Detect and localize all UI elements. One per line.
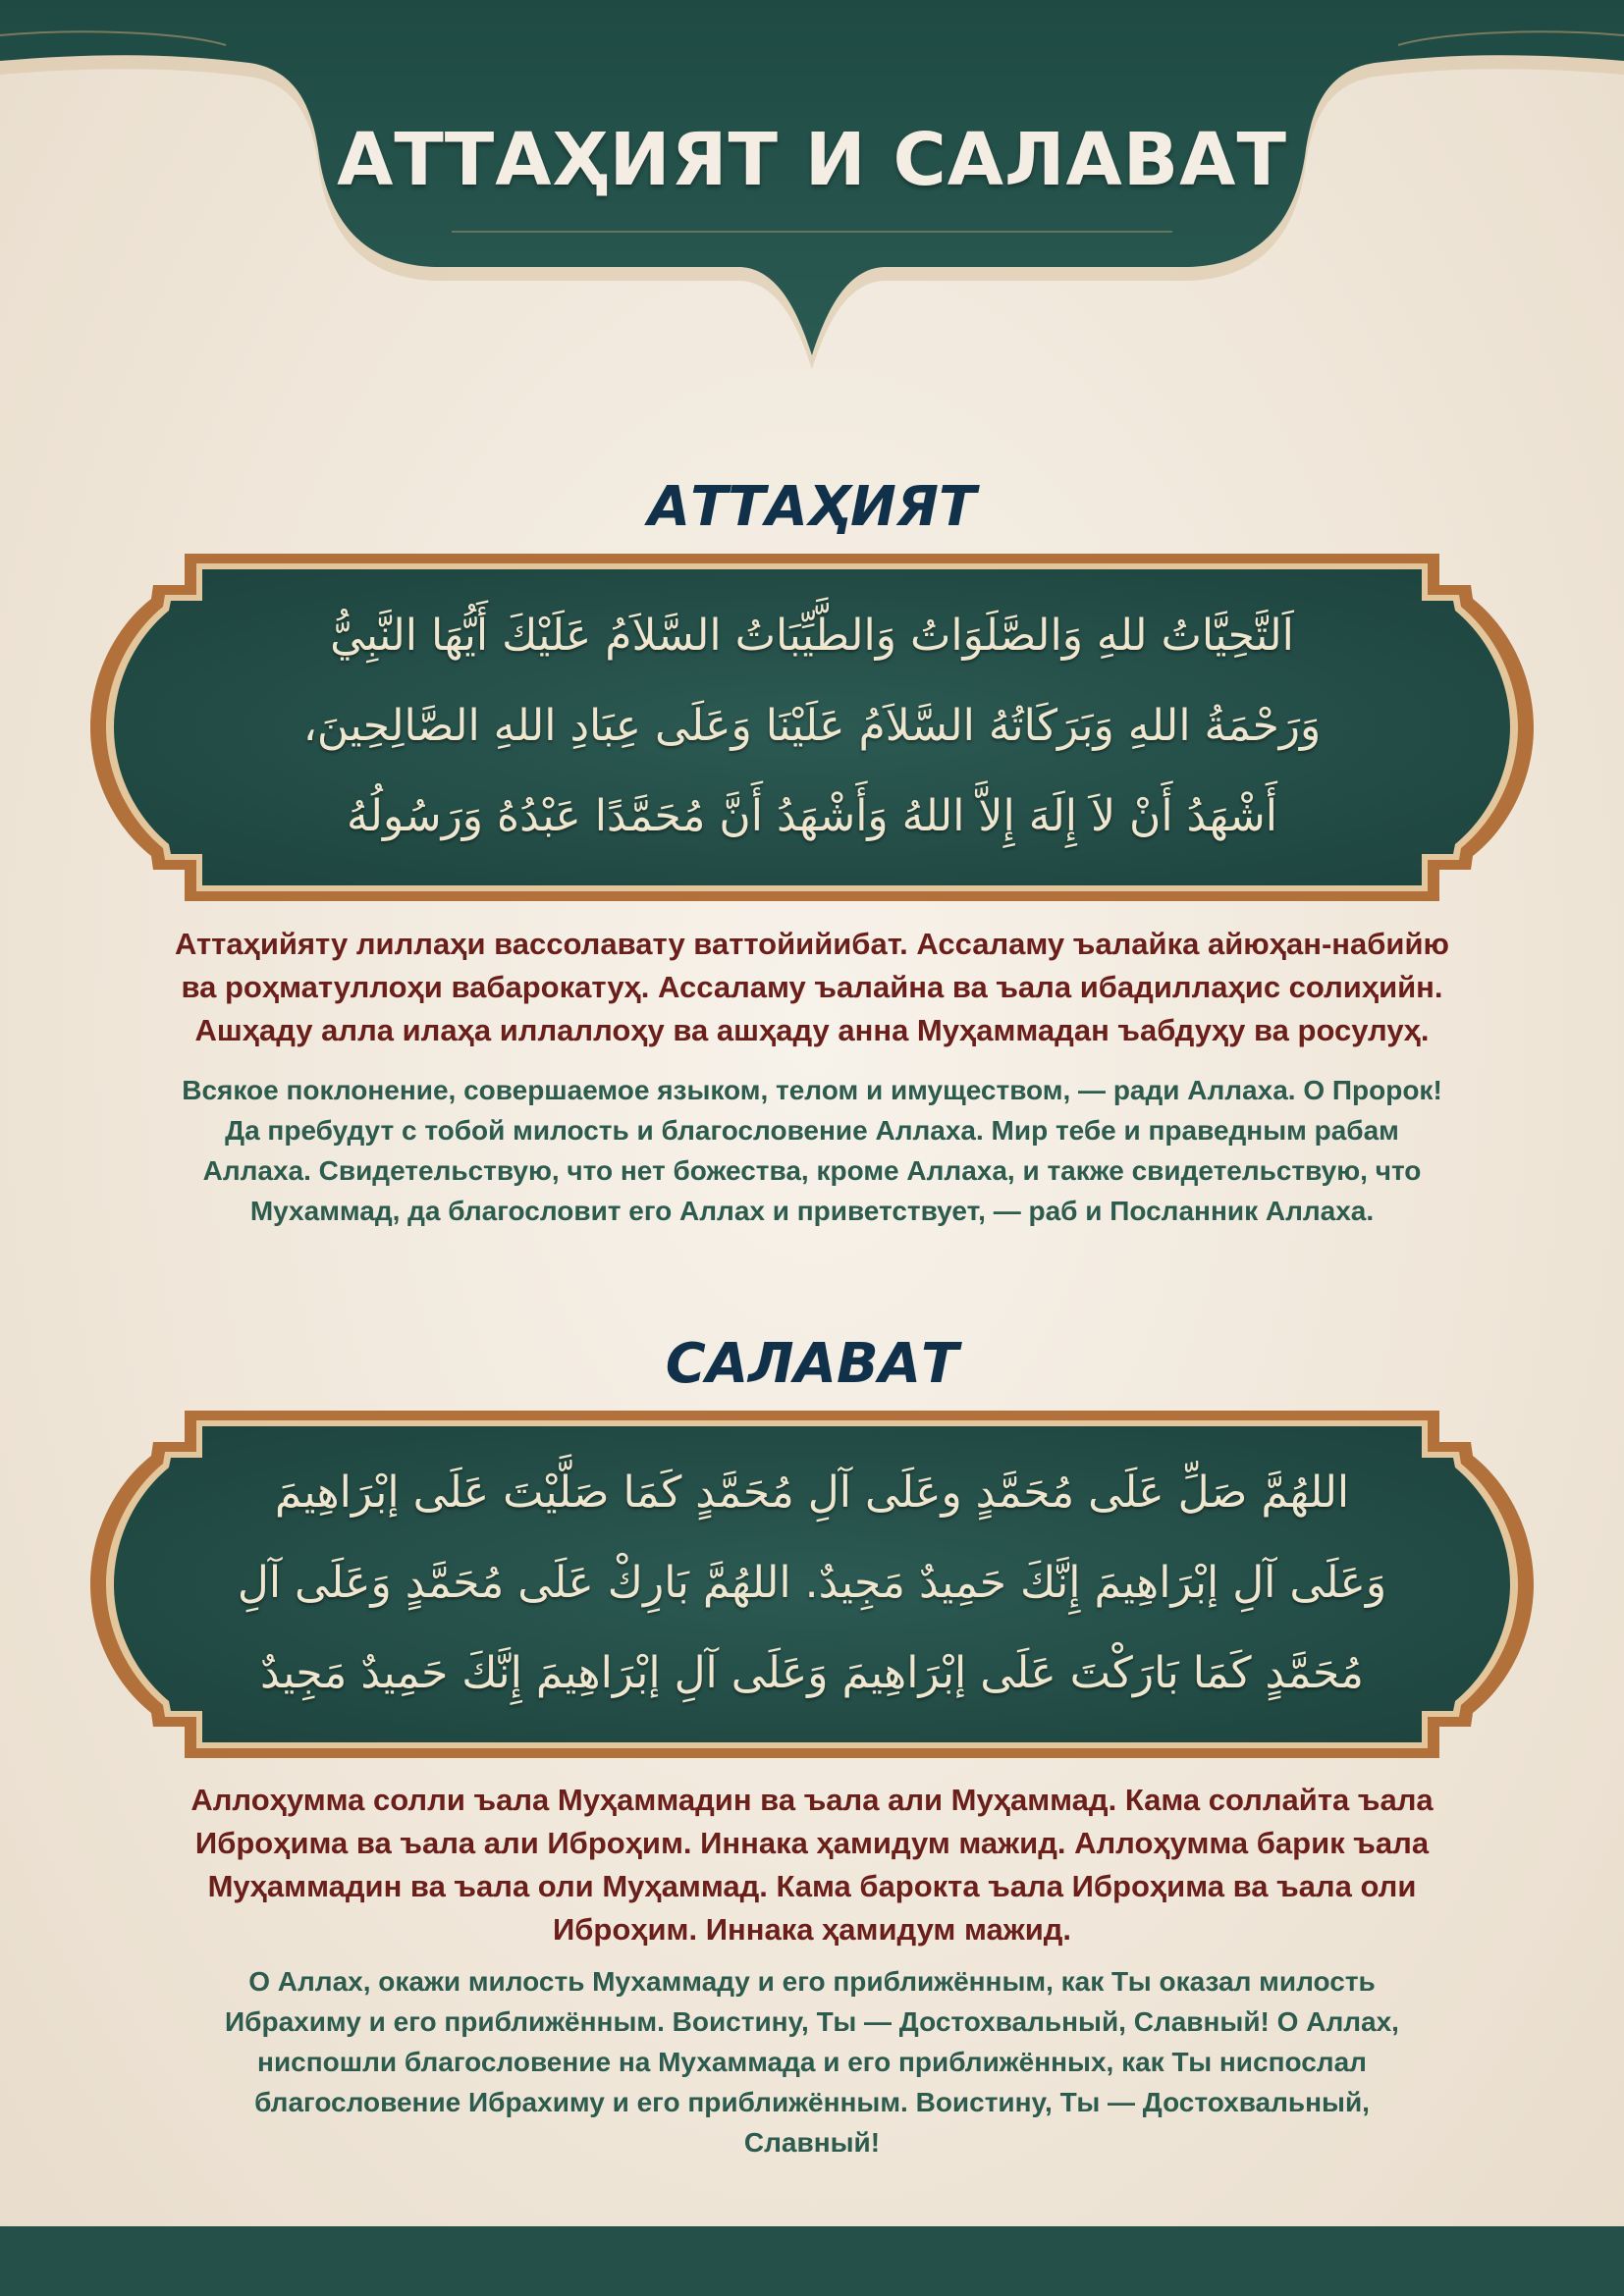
- translit-line: Иброҳим. Иннака ҳамидум мажид.: [552, 1912, 1072, 1947]
- salavat-heading: САЛАВАТ: [665, 1332, 959, 1396]
- translation-line: Всякое поклонение, совершаемое языком, телом и имуществом, — ради Аллаха. О Пророк!: [182, 1075, 1442, 1105]
- attahiyat-transliteration: [88, 923, 1536, 1052]
- translation-line: О Аллах, окажи милость Мухаммаду и его приближённым, как Ты оказал милость: [248, 1966, 1376, 1997]
- arabic-line: اللهُمَّ صَلِّ عَلَى مُحَمَّدٍ وعَلَى آلِ مُحَمَّدٍ كَمَا صَلَّيْتَ عَلَى إبْرَاهِيمَ: [274, 1468, 1350, 1518]
- translit-line: Аллоҳумма солли ъала Муҳаммадин ва ъала али Муҳаммад. Кама соллайта ъала: [190, 1783, 1434, 1817]
- translit-line: ва роҳматуллоҳи вабарокатуҳ. Ассаламу ъалайна ва ъала ибадиллаҳис солиҳийн.: [181, 970, 1443, 1004]
- footer-band: [0, 2226, 1624, 2296]
- arabic-line: أَشْهَدُ أَنْ لاَ إِلَهَ إِلاَّ اللهُ وَأَشْهَدُ أَنَّ مُحَمَّدًا عَبْدُهُ وَرَسُولُهُ: [346, 791, 1278, 841]
- salavat-transliteration: [88, 1779, 1536, 1951]
- translit-line: Аттаҳийяту лиллаҳи вассолавату ваттойийибат. Ассаламу ъалайка айюҳан-набийю: [175, 927, 1449, 961]
- translation-line: благословение Ибрахиму и его приближённым. Воистину, Ты — Достохвальный,: [254, 2087, 1370, 2117]
- translit-line: Муҳаммадин ва ъала оли Муҳаммад. Кама барокта ъала Иброҳима ва ъала оли: [207, 1869, 1417, 1903]
- translation-line: Славный!: [743, 2127, 881, 2158]
- attahiyat-plaque: [86, 550, 1538, 905]
- salavat-translation: [88, 1961, 1536, 2163]
- attahiyat-translation: [88, 1070, 1536, 1231]
- translit-line: Ашҳаду алла илаҳа иллаллоҳу ва ашҳаду анна Муҳаммадан ъабдуҳу ва росулуҳ.: [194, 1013, 1430, 1047]
- attahiyat-arabic-text: [204, 591, 1420, 862]
- translation-line: Аллаха. Свидетельствую, что нет божества, кроме Аллаха, и также свидетельствую, что: [202, 1155, 1422, 1186]
- arabic-line: وَعَلَى آلِ إبْرَاهِيمَ إِنَّكَ حَمِيدٌ مَجِيدٌ. اللهُمَّ بَارِكْ عَلَى مُحَمَّدٍ وَعَلَى آلِ: [237, 1558, 1387, 1608]
- translation-line: ниспошли благословение на Мухаммада и его приближённых, как Ты ниспослал: [257, 2047, 1367, 2077]
- salavat-arabic-text: [204, 1448, 1420, 1719]
- salavat-plaque: [86, 1407, 1538, 1762]
- translation-line: Мухаммад, да благословит его Аллах и приветствует, — раб и Посланник Аллаха.: [249, 1196, 1375, 1226]
- translation-line: Да пребудут с тобой милость и благословение Аллаха. Мир тебе и праведным рабам: [225, 1115, 1399, 1146]
- attahiyat-heading: АТТАҲИЯТ: [647, 475, 977, 539]
- arabic-line: وَرَحْمَةُ اللهِ وَبَرَكَاتُهُ السَّلاَمُ عَلَيْنَا وَعَلَى عِبَادِ اللهِ الصَّالِحِينَ،: [302, 701, 1322, 751]
- arabic-line: مُحَمَّدٍ كَمَا بَارَكْتَ عَلَى إبْرَاهِيمَ وَعَلَى آلِ إبْرَاهِيمَ إِنَّكَ حَمِيدٌ مَجِيدٌ: [259, 1648, 1365, 1698]
- translation-line: Ибрахиму и его приближённым. Воистину, Ты — Достохвальный, Славный! О Аллах,: [225, 2006, 1399, 2037]
- page-title: АТТАҲИЯТ И САЛАВАТ: [337, 118, 1287, 202]
- arabic-line: اَلتَّحِيَّاتُ للهِ وَالصَّلَوَاتُ وَالطَّيِّبَاتُ السَّلاَمُ عَلَيْكَ أَيُّهَا النَّبِيُّ: [330, 611, 1294, 661]
- translit-line: Иброҳима ва ъала али Иброҳим. Иннака ҳамидум мажид. Аллоҳумма барик ъала: [194, 1826, 1430, 1860]
